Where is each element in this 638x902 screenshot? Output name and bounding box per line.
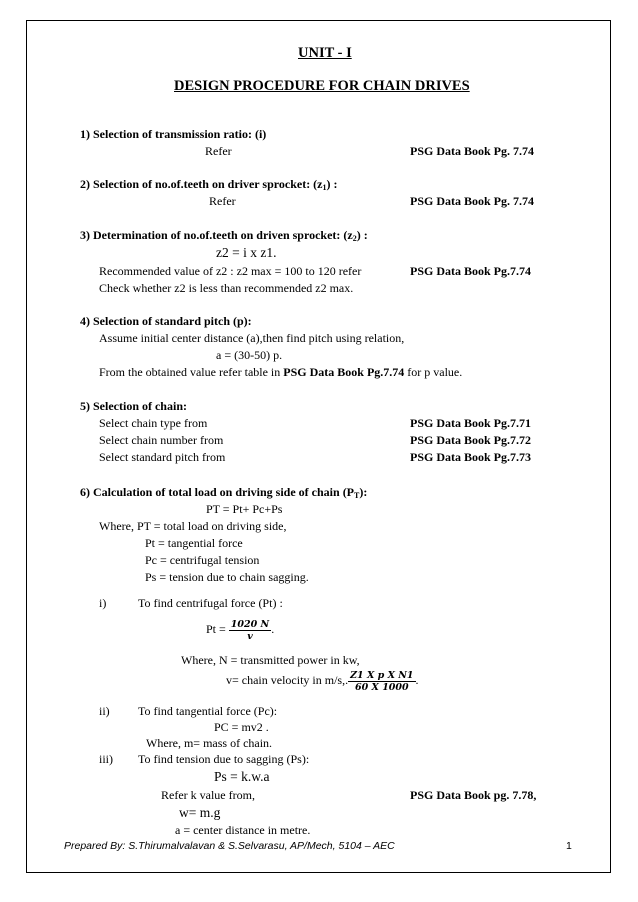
section-4-equation: a = (30-50) p. [216, 348, 283, 362]
section-1-refer: Refer [205, 144, 232, 158]
item-iii-refer: Refer k value from, [161, 788, 255, 802]
section-4-line-3: From the obtained value refer table in PSG Data Book Pg.7.74 for p value. [99, 365, 463, 379]
item-i-formula: Pt = $\frac{1020 N}{v}$ . [206, 618, 275, 642]
footer-prepared-by: Prepared By: S.Thirumalvalavan & S.Selvarasu, AP/Mech, 5104 – AEC [64, 840, 395, 852]
item-i-number: i) [99, 596, 107, 610]
item-ii-text: To find tangential force (Pc): [138, 704, 278, 718]
section-3-equation: z2 = i x z1. [216, 245, 277, 260]
section-3-reference: PSG Data Book Pg.7.74 [410, 264, 532, 278]
section-4-heading: 4) Selection of standard pitch (p): [80, 314, 252, 328]
item-i-velocity: v= chain velocity in m/s,. $\frac{\text{Z1 X p X N1}}{60 X 1000}$ . [226, 669, 419, 693]
item-iii-a: a = center distance in metre. [175, 823, 311, 837]
section-5-row-1: Select chain type from [99, 416, 208, 430]
section-4-line-1: Assume initial center distance (a),then find pitch using relation, [99, 331, 405, 345]
section-5-row-3: Select standard pitch from [99, 450, 226, 464]
item-iii-w: w= m.g [179, 805, 221, 820]
centrifugal-fraction: $\frac{1020 N}{v}$ [230, 618, 270, 642]
section-1-heading: 1) Selection of transmission ratio: (i) [80, 127, 267, 141]
item-ii-number: ii) [99, 704, 110, 718]
section-3-heading: 3) Determination of no.of.teeth on driven sprocket: $(z_2)$ : [80, 228, 368, 243]
section-2-reference: PSG Data Book Pg. 7.74 [410, 194, 535, 208]
section-5-ref-3: PSG Data Book Pg.7.73 [410, 450, 532, 464]
document-title: DESIGN PROCEDURE FOR CHAIN DRIVES [174, 78, 470, 94]
section-6-where: Where, PT = total load on driving side, [99, 519, 287, 533]
section-5-row-2: Select chain number from [99, 433, 224, 447]
section-1-reference: PSG Data Book Pg. 7.74 [410, 144, 535, 158]
section-5-ref-1: PSG Data Book Pg.7.71 [410, 416, 532, 430]
velocity-fraction: $\frac{\text{Z1 X p X N1}}{60 X 1000}$ [350, 669, 414, 693]
item-iii-number: iii) [99, 752, 113, 766]
item-ii-where: Where, m= mass of chain. [146, 736, 273, 750]
unit-title: UNIT - I [298, 45, 352, 61]
section-2-heading: 2) Selection of no.of.teeth on driver sprocket: $(z_1)$ : [80, 177, 338, 192]
section-6-ps: Ps = tension due to chain sagging. [145, 570, 309, 584]
section-5-heading: 5) Selection of chain: [80, 399, 187, 413]
section-6-pc: Pc = centrifugal tension [145, 553, 260, 567]
section-3-recommended: Recommended value of z2 : z2 max = 100 to 120 refer [99, 264, 362, 278]
section-2-refer: Refer [209, 194, 236, 208]
item-i-where: Where, N = transmitted power in kw, [181, 653, 360, 667]
page-number: 1 [566, 840, 572, 852]
section-6-heading: 6) Calculation of total load on driving side of chain $(P_T)$: [80, 485, 368, 500]
item-iii-reference: PSG Data Book pg. 7.78, [410, 788, 537, 802]
item-i-text: To find centrifugal force (Pt) : [138, 596, 283, 610]
item-ii-equation: PC = mv2 . [214, 720, 269, 734]
item-iii-text: To find tension due to sagging (Ps): [138, 752, 310, 766]
section-5-ref-2: PSG Data Book Pg.7.72 [410, 433, 532, 447]
section-6-equation: PT = Pt+ Pc+Ps [206, 502, 283, 516]
item-iii-equation: Ps = k.w.a [214, 769, 270, 784]
section-3-check: Check whether z2 is less than recommended z2 max. [99, 281, 354, 295]
section-6-pt: Pt = tangential force [145, 536, 243, 550]
